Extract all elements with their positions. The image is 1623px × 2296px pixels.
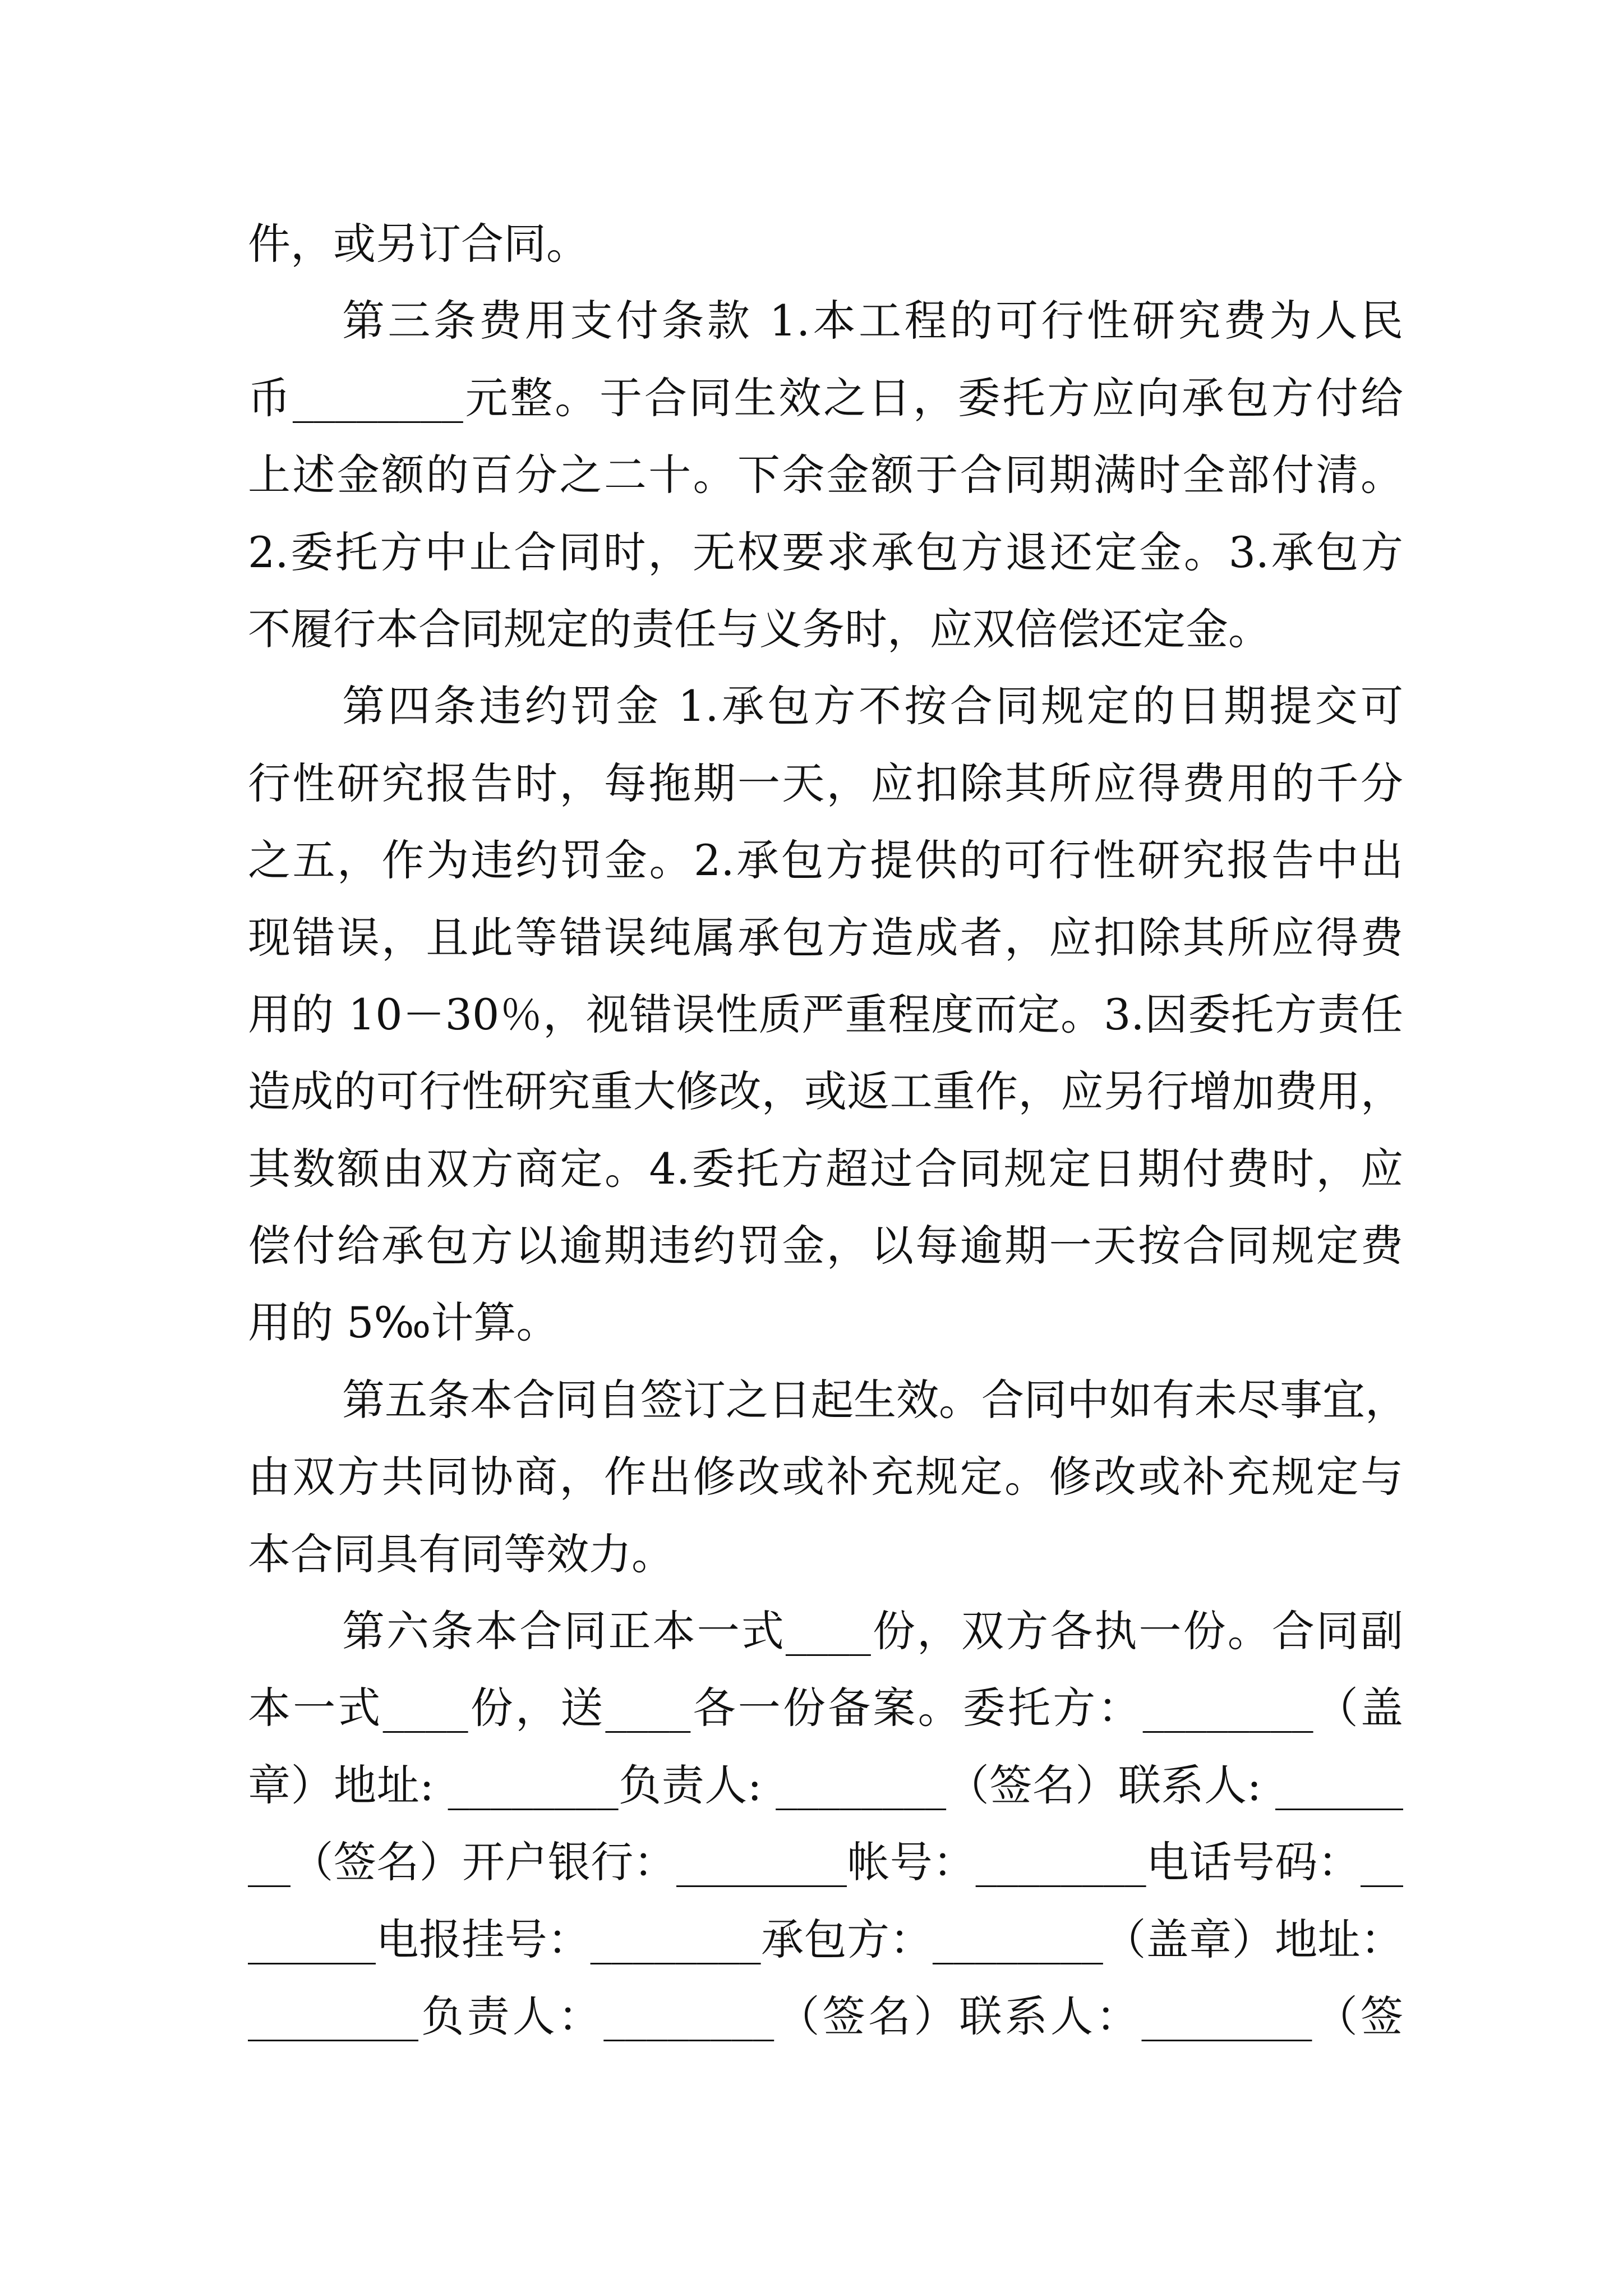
text-line: 第五条本合同自签订之日起生效。合同中如有未尽事宜， xyxy=(342,1374,1408,1425)
text-line: 币________元整。于合同生效之日，委托方应向承包方付给 xyxy=(248,372,1403,423)
text-line: 之五，作为违约罚金。2.承包方提供的可行性研究报告中出 xyxy=(248,835,1403,886)
contract-body-text xyxy=(248,205,1408,2055)
text-line: 不履行本合同规定的责任与义务时，应双倍偿还定金。 xyxy=(248,604,1271,654)
paragraph-article-3-payment-terms xyxy=(248,282,1403,668)
text-line: 用的 10－30％，视错误性质严重程度而定。3.因委托方责任 xyxy=(248,989,1403,1039)
text-line: 第六条本合同正本一式____份，双方各执一份。合同副 xyxy=(342,1606,1403,1657)
paragraph-article-6-copies-and-signatures xyxy=(248,1593,1403,2055)
text-line: 行性研究报告时，每拖期一天，应扣除其所应得费用的千分 xyxy=(248,758,1403,808)
paragraph-continuation xyxy=(248,205,1403,282)
text-line: 偿付给承包方以逾期违约罚金，以每逾期一天按合同规定费 xyxy=(248,1221,1403,1271)
text-line: 造成的可行性研究重大修改，或返工重作，应另行增加费用， xyxy=(248,1066,1403,1117)
paragraph-article-5-effectiveness xyxy=(248,1361,1408,1593)
text-line: 第四条违约罚金 1.承包方不按合同规定的日期提交可 xyxy=(342,681,1403,731)
text-line: 章）地址: ________负责人: ________（签名）联系人: ______ xyxy=(248,1760,1403,1810)
text-line: ________负责人：________（签名）联系人：________（签 xyxy=(248,1991,1403,2041)
text-line: 用的 5‰计算。 xyxy=(248,1297,559,1348)
text-line: 2.委托方中止合同时，无权要求承包方退还定金。3.承包方 xyxy=(248,527,1403,577)
paragraph-article-4-penalties xyxy=(248,668,1403,1361)
text-line: __（签名）开户银行：________帐号：________电话号码：__ xyxy=(248,1837,1403,1888)
text-line: ______电报挂号：________承包方：________（盖章）地址： xyxy=(248,1914,1403,1964)
text-line: 本合同具有同等效力。 xyxy=(248,1529,674,1579)
text-line: 其数额由双方商定。4.委托方超过合同规定日期付费时，应 xyxy=(248,1143,1403,1194)
text-line: 现错误，且此等错误纯属承包方造成者，应扣除其所应得费 xyxy=(248,912,1403,963)
text-line: 由双方共同协商，作出修改或补充规定。修改或补充规定与 xyxy=(248,1452,1403,1502)
text-line: 本一式____份，送____各一份备案。委托方：________（盖 xyxy=(248,1683,1403,1733)
text-line: 第三条费用支付条款 1.本工程的可行性研究费为人民 xyxy=(342,296,1403,346)
text-line: 上述金额的百分之二十。下余金额于合同期满时全部付清。 xyxy=(248,450,1403,500)
text-line: 件，或另订合同。 xyxy=(248,219,589,269)
